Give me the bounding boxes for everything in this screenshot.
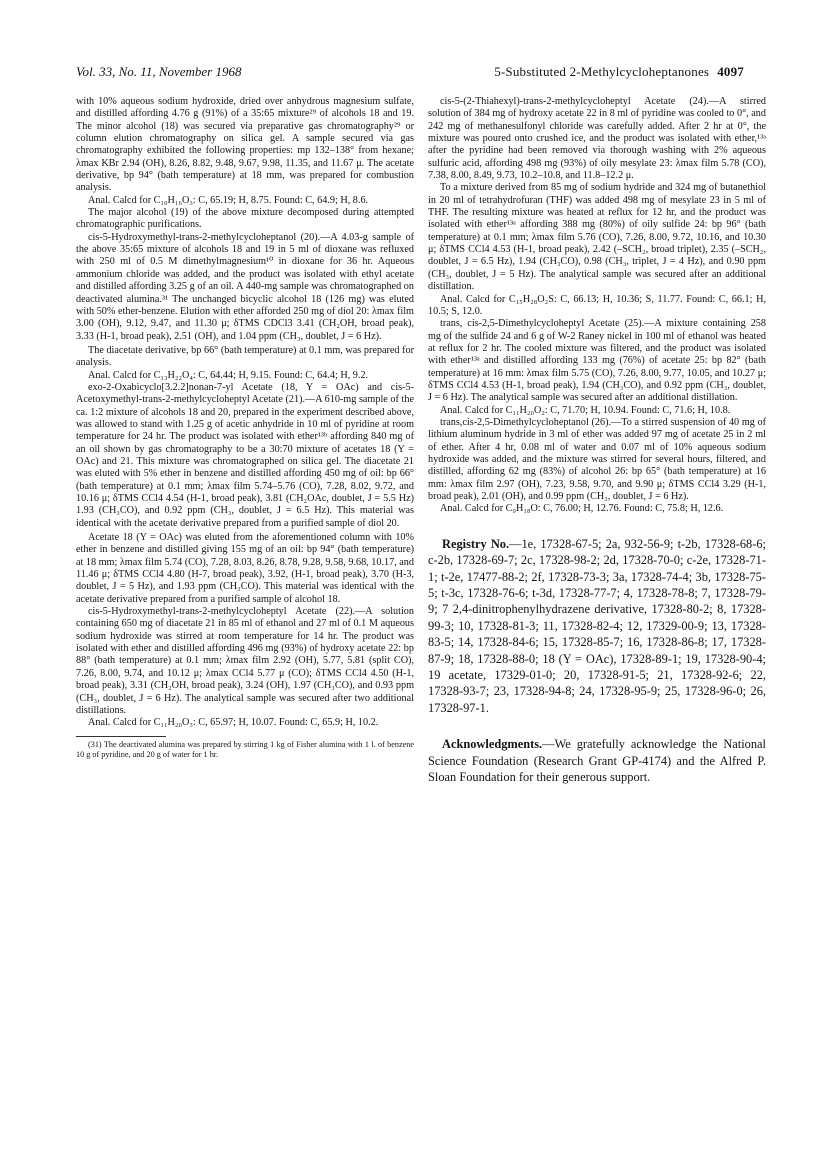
footnote-rule <box>76 736 166 737</box>
analysis-paragraph: Anal. Calcd for C₉H₁₈O: C, 76.00; H, 12.76. Found: C, 75.8; H, 12.6. <box>440 503 724 515</box>
footnote: (31) The deactivated alumina was prepared by stirring 1 kg of Fisher alumina with 1 l. of benzene 10 g of pyridine, and 20 g of water for 1 hr. <box>76 739 414 759</box>
procedure-paragraph: trans,cis-2,5-Dimethylcycloheptanol (26).—To a stirred suspension of 40 mg of lithium aluminum hydride in 3 ml of ether was added 97 mg of acetate 25 in 2 ml of ether. After 4 hr, 0.08 ml of water and 0.07 ml of 10% aqueous sodium hydroxide was added, and the mixture was stirred for several hours, filtered, and distilled, affording 62 mg (83%) of alcohol 26: bp 65° (bath temperature) at 16 mm: λmax film 2.97 (OH), 7.23, 9.58, 9.70, and 9.90 μ; δTMS CCl4 3.29 (H-1, broad peak), 2.01 (OH), and 0.99 ppm (CH₃, doublet, J = 6 Hz). <box>428 416 766 502</box>
article-short-title <box>494 64 744 80</box>
procedure-paragraph: exo-2-Oxabicyclo[3.2.2]nonan-7-yl Acetate (18, Y = OAc) and cis-5-Acetoxymethyl-trans-2-methylcycloheptyl Acetate (21).—A 610-mg sample of the ca. 1:2 mixture of alcohols 18 and 20, prepared in the experiment described above, was allowed to stand with 1.25 g of acetic anhydride in 10 ml of pyridine at room temperature for 24 hr. The product was isolated with ether¹³ᵇ affording 840 mg of an oil shown by gas chromatography to be a 30:70 mixture of acetates 18 (Y = OAc) and 21. This mixture was chromatographed on silica gel. The diacetate 21 was eluted with 5% ether in benzene and distilled affording 450 mg of oil: bp 66° (bath temperature) at 0.1 mm; λmax film 5.74–5.76 (CO), 7.28, 8.02, 9.72, and 10.16 μ; δTMS CCl4 4.54 (H-1, broad peak), 3.81 (CH₂OAc, doublet, J = 5.5 Hz) 1.93 (CH₃CO), and 0.92 ppm (CH₃, doublet, J = 6.5 Hz). This material was identical with the acetate derivative prepared from a purified sample of diol 20. <box>76 381 414 529</box>
procedure-paragraph: To a mixture derived from 85 mg of sodium hydride and 324 mg of butanethiol in 20 ml of tetrahydrofuran (THF) was added 498 mg of mesylate 23 in 5 ml of THF. The resulting mixture was heated at reflux for 12 hr, and the product was isolated with ether¹³ᵃ affording 388 mg (80%) of oily sulfide 24: bp 96° (bath temperature) at 0.1 mm; λmax film 5.76 (CO), 7.26, 8.00, 9.72, 10.16, and 10.30 μ; δTMS CCl4 4.53 (H-1, broad peak), 2.42 (–SCH₂, broad triplet), 2.35 (–SCH₂, doublet, J = 6.5 Hz), 1.94 (CH₃CO), 0.98 (CH₃, triplet, J = 4 Hz), and 0.90 ppm (CH₃, doublet, J = 5 Hz). The analytical sample was secured after an additional distillation. <box>428 182 766 293</box>
procedure-paragraph: cis-5-Hydroxymethyl-trans-2-methylcycloheptyl Acetate (22).—A solution containing 650 mg of diacetate 21 in 85 ml of ethanol and 27 ml of 0.1 M aqueous sodium hydroxide was stirred at room temperature for 14 hr. The product was isolated with ether and distilled affording 496 mg (93%) of hydroxy acetate 22: bp 88° (bath temperature) at 0.1 mm; λmax film 2.92 (OH), 5.77, 5.81 (split CO), 7.26, 8.00, 9.74, and 10.12 μ; λmax CCl4 5.77 μ (CO); δTMS CCl4 4.50 (H-1, broad peak), 3.31 (CH₂OH, broad peak), 3.24 (OH), 1.97 (CH₃CO), and 0.93 ppm (CH₃, doublet, J = 6 Hz). The analytical sample was secured after two additional distillations. <box>76 606 414 716</box>
left-column <box>76 96 414 760</box>
acknowledgments-paragraph <box>428 736 766 785</box>
running-head <box>76 64 744 84</box>
analysis-paragraph: Anal. Calcd for C₁₃H₂₂O₄: C, 64.44; H, 9.15. Found: C, 64.4; H, 9.2. <box>88 369 369 381</box>
analysis-paragraph: Anal. Calcd for C₁₀H₁₆O₃: C, 65.19; H, 8.75. Found: C, 64.9; H, 8.6. <box>88 194 369 206</box>
acknowledgments-section <box>428 736 766 785</box>
registry-section <box>428 536 766 716</box>
analysis-paragraph: Anal. Calcd for C₁₅H₂₈O₂S: C, 66.13; H, 10.36; S, 11.77. Found: C, 66.1; H, 10.5; S, 12.0. <box>428 293 766 317</box>
procedure-paragraph: cis-5-Hydroxymethyl-trans-2-methylcycloheptanol (20).—A 4.03-g sample of the above 35:65 mixture of alcohols 18 and 19 in 5 ml of dioxane was refluxed with 250 ml of 0.5 M dimethylmagnesium¹⁰ in dioxane for 36 hr. Aqueous ammonium chloride was added, and the product was isolated with ethyl acetate and distilled affording 3.25 g of an oil. A 440-mg sample was chromatographed on deactivated alumina.³¹ The unchanged bicyclic alcohol 18 (126 mg) was eluted with 50% ether-benzene. Elution with ether afforded 250 mg of diol 20: λmax film 3.00 (OH), 9.12, 9.47, and 11.30 μ; δTMS CDCl3 3.41 (CH₂OH, broad peak), 3.33 (H-1, broad peak), 2.51 (OH), and 1.04 ppm (CH₃, doublet, J = 6 Hz). <box>76 231 414 342</box>
journal-volume-issue: Vol. 33, No. 11, November 1968 <box>76 64 242 79</box>
page-number: 4097 <box>717 64 744 79</box>
registry-text: —1e, 17328-67-5; 2a, 932-56-9; t-2b, 17328-68-6; c-2b, 17328-69-7; 2c, 17328-98-2; 2d, 17328-70-0; c-2e, 17328-71-1; t-2e, 17477-88-2; 2f, 17328-73-3; 3a, 17328-74-4; 3b, 17328-75-5; t-3c, 17328-76-6; t-3d, 17328-77-7; 4, 17328-78-8; 7, 17328-79-9; 7 2,4-dinitrophenylhydrazene derivative, 17328-80-2; 8, 17328-99-3; 10, 17328-81-3; 11, 17328-82-4; 12, 17329-00-9; 13, 17328-83-5; 14, 17328-84-6; 15, 17328-85-7; 16, 17328-86-8; 17, 17328-87-9; 18, 17328-88-0; 18 (Y = OAc), 17328-89-1; 19, 17328-90-4; 19 acetate, 17329-01-0; 20, 17328-91-5; 21, 17328-92-6; 22, 17328-93-7; 23, 17328-94-8; 24, 17328-95-9; 25, 17328-96-0; 26, 17328-97-1. <box>428 536 766 715</box>
analysis-paragraph: Anal. Calcd for C₁₁H₂₀O₂: C, 71.70; H, 10.94. Found: C, 71.6; H, 10.8. <box>440 404 731 416</box>
registry-heading: Registry No. <box>442 536 510 551</box>
acknowledgments-heading: Acknowledgments. <box>442 737 543 752</box>
acknowledgments-text: —We gratefully acknowledge the National Science Foundation (Research Grant GP-4174) and the Alfred P. Sloan Foundation for their generous support. <box>428 737 766 784</box>
analysis-paragraph: Anal. Calcd for C₁₁H₂₀O₃: C, 65.97; H, 10.07. Found: C, 65.9; H, 10.2. <box>88 717 379 729</box>
procedure-paragraph: cis-5-(2-Thiahexyl)-trans-2-methylcycloheptyl Acetate (24).—A stirred solution of 384 mg of hydroxy acetate 22 in 8 ml of pyridine was cooled to 0°, and 242 mg of methanesulfonyl chloride was carefully added. After 2 hr at 0°, the mixture was poured onto crushed ice, and the product was isolated with ether,¹³ᵃ after the pyridine had been removed via thorough washing with 2% aqueous sulfuric acid, affording 498 mg (93%) of oily mesylate 23: λmax film 5.78 (CO), 7.38, 8.00, 8.49, 9.73, 10.2–10.8, and 11.8–12.2 μ. <box>428 96 766 182</box>
short-title-text: 5-Substituted 2-Methylcycloheptanones <box>494 64 710 79</box>
registry-paragraph <box>428 536 766 716</box>
procedure-paragraph: trans, cis-2,5-Dimethylcycloheptyl Acetate (25).—A mixture containing 258 mg of the sulfide 24 and 6 g of W-2 Raney nickel in 100 ml of ethanol was heated at reflux for 2 hr. The cooled mixture was filtered, and the product was isolated with ether¹³ᵃ and distilled affording 133 mg (76%) of acetate 25: bp 82° (bath temperature) at 16 mm: λmax film 5.75 (CO), 7.26, 8.00, 9.77, 10.05, and 10.27 μ; δTMS CCl4 4.53 (H-1, broad peak), 1.94 (CH₃CO), and 0.92 ppm (CH₃, doublet, J = 6 Hz). The analytical sample was secured after an additional distillation. <box>428 318 766 404</box>
right-column <box>428 96 766 785</box>
paragraph: with 10% aqueous sodium hydroxide, dried over anhydrous magnesium sulfate, and distilled affording 4.76 g (91%) of a 35:65 mixture²⁹ of alcohols 18 and 19. The minor alcohol (18) was secured via preparative gas chromatography²⁹ or column elution chromatography on silica gel. A sample secured via gas chromatography exhibited the following properties: mp 132–138° from hexane; λmax KBr 2.94 (OH), 8.26, 8.82, 9.48, 9.67, 9.98, 11.35, and 11.67 μ. The acetate derivative, bp 94° (bath temperature) at 18 mm, was prepared for combustion analysis. <box>76 96 414 194</box>
paragraph: The diacetate derivative, bp 66° (bath temperature) at 0.1 mm, was prepared for analysis. <box>76 344 414 369</box>
paragraph: The major alcohol (19) of the above mixture decomposed during attempted chromatographic purifications. <box>76 207 414 231</box>
procedure-paragraph: Acetate 18 (Y = OAc) was eluted from the aforementioned column with 10% ether in benzene and distilled giving 155 mg of an oil: bp 94° (bath temperature) at 18 mm; λmax film 5.74 (CO), 7.28, 8.03, 8.26, 8.78, 9.28, 9.58, 9.68, 10.17, and 11.46 μ; δTMS CCl4 4.80 (H-7, broad peak), 3.92, (H-1, broad peak), 3.70 (H-3, doublet, J = 5 Hz), and 1.93 ppm (CH₃CO). This material was identical with the acetate derivative prepared from a purified sample of alcohol 18. <box>76 532 414 605</box>
